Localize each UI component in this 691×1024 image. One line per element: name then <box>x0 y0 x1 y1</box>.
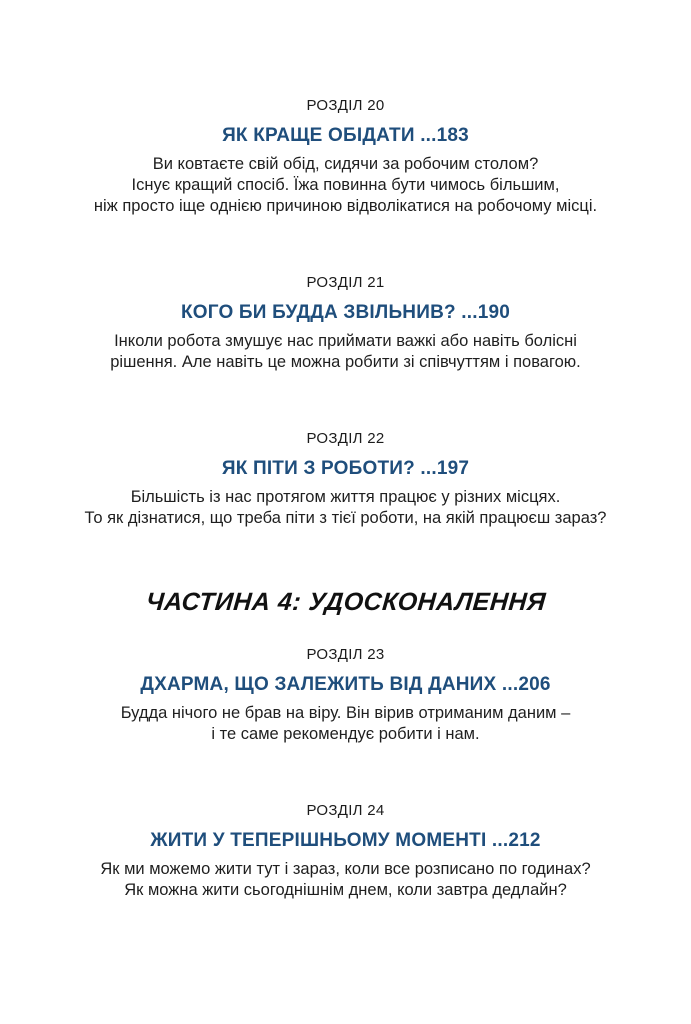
description-line: Існує кращий спосіб. Їжа повинна бути чимось більшим, <box>131 176 560 194</box>
toc-content-column <box>36 97 656 901</box>
chapter-title: ДХАРМА, ЩО ЗАЛЕЖИТЬ ВІД ДАНИХ ...206 <box>140 674 551 695</box>
description-line: Інколи робота змушує нас приймати важкі або навіть болісні <box>114 332 577 350</box>
description-line: То як дізнатися, що треба піти з тієї роботи, на якій працюєш зараз? <box>84 509 607 527</box>
chapter-label: РОЗДІЛ 20 <box>306 97 385 114</box>
chapter-title: КОГО БИ БУДДА ЗВІЛЬНИВ? ...190 <box>180 302 511 323</box>
description-line: ніж просто іще однією причиною відволікатися на робочому місці. <box>93 197 598 215</box>
chapter-description <box>36 703 656 745</box>
chapter-label: РОЗДІЛ 22 <box>306 430 385 447</box>
chapter-entry-24 <box>36 802 656 901</box>
description-line: Будда нічого не брав на віру. Він вірив отриманим даним – <box>120 704 571 722</box>
description-line: Ви ковтаєте свій обід, сидячи за робочим столом? <box>152 155 539 173</box>
chapter-title: ЖИТИ У ТЕПЕРІШНЬОМУ МОМЕНТІ ...212 <box>150 830 541 851</box>
description-line: Як можна жити сьогоднішнім днем, коли завтра дедлайн? <box>124 881 567 899</box>
chapter-title: ЯК КРАЩЕ ОБІДАТИ ...183 <box>222 125 469 146</box>
description-line: Як ми можемо жити тут і зараз, коли все розписано по годинах? <box>100 860 591 878</box>
description-line: Більшість із нас протягом життя працює у різних місцях. <box>130 488 561 506</box>
chapter-entry-21 <box>36 274 656 373</box>
description-line: рішення. Але навіть це можна робити зі співчуттям і повагою. <box>110 353 581 371</box>
chapter-entry-22 <box>36 430 656 529</box>
chapter-label: РОЗДІЛ 21 <box>306 274 385 291</box>
chapter-entry-23 <box>36 646 656 745</box>
description-line: і те саме рекомендує робити і нам. <box>211 725 480 743</box>
chapter-entry-20 <box>36 97 656 217</box>
chapter-label: РОЗДІЛ 24 <box>306 802 385 819</box>
chapter-label: РОЗДІЛ 23 <box>306 646 385 663</box>
chapter-description <box>36 331 656 373</box>
chapter-description <box>36 487 656 529</box>
part-heading: ЧАСТИНА 4: УДОСКОНАЛЕННЯ <box>144 588 547 616</box>
chapter-description <box>36 859 656 901</box>
chapter-description <box>36 154 656 217</box>
chapter-title: ЯК ПІТИ З РОБОТИ? ...197 <box>221 458 470 479</box>
